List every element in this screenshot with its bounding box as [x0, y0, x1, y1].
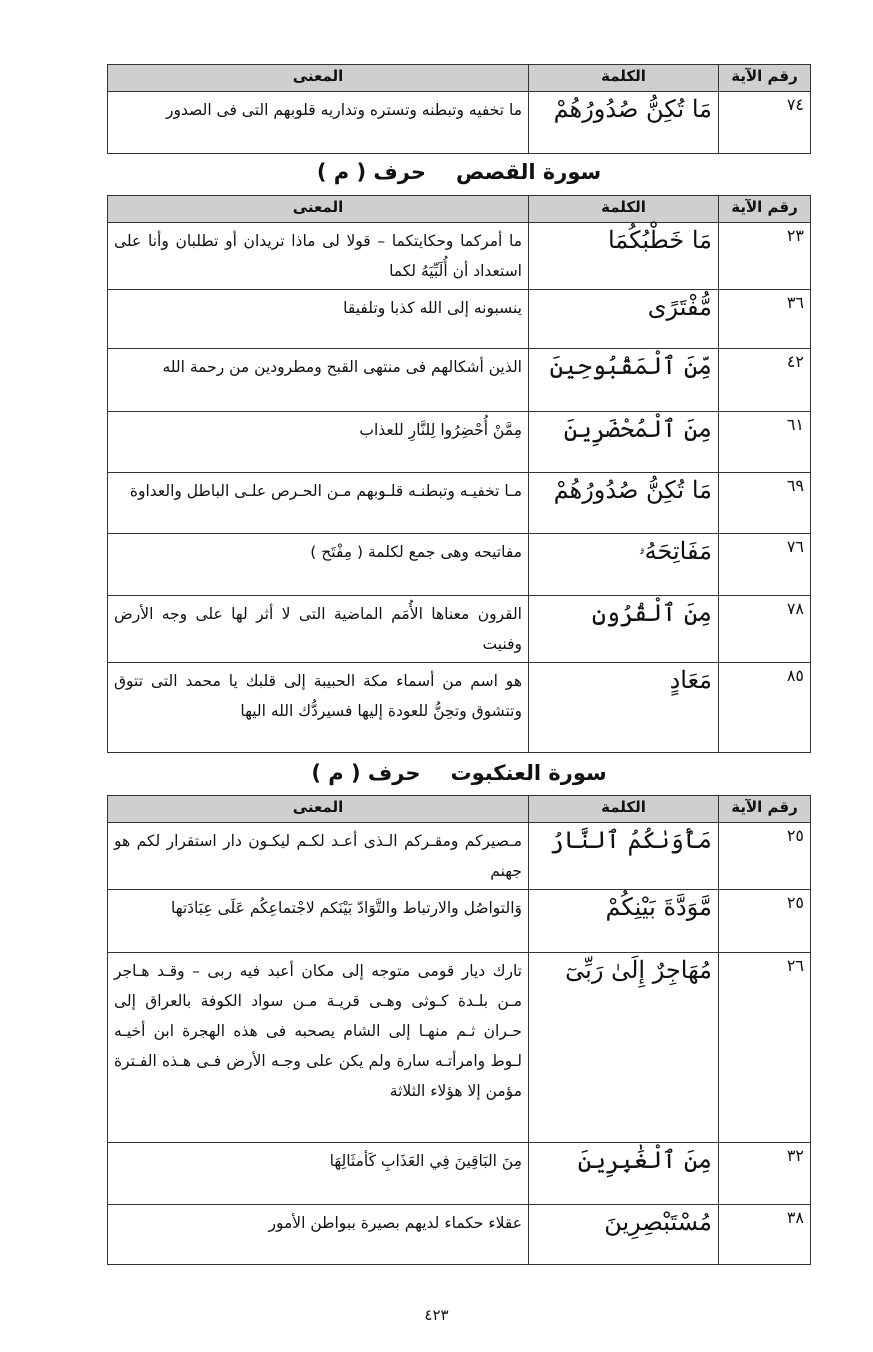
- quran-word: مَأْوَىٰكُمُ ٱلنَّارُ: [529, 823, 719, 890]
- word-meaning: مـا تخفيـه وتبطنـه قلـوبهم مـن الحـرص علـى الباطل والعداوة: [108, 473, 529, 534]
- quran-word: مَّوَدَّةَ بَيْنِكُمْ: [529, 890, 719, 953]
- verse-number: ٤٢: [719, 349, 811, 412]
- section-title-ankabut: [107, 761, 811, 785]
- ankabut-table: [107, 795, 811, 1265]
- quran-word: مُسْتَبْصِرِينَ: [529, 1205, 719, 1265]
- letter-label: حرف ( م ): [316, 160, 426, 184]
- header-num: رقم الآية: [719, 65, 811, 92]
- header-meaning: المعنى: [108, 196, 529, 223]
- table-header: [108, 65, 811, 92]
- verse-number: ٣٦: [719, 290, 811, 349]
- table-row: [108, 92, 811, 154]
- word-meaning: هو اسم من أسماء مكة الحبيبة إلى قلبك يا محمد التى تتوق وتتشوق وتحِنُّ للعودة إليها فسيردُّك الله اليها: [108, 663, 529, 753]
- verse-number: ٦٩: [719, 473, 811, 534]
- table-row: [108, 349, 811, 412]
- table-row: [108, 223, 811, 290]
- word-meaning: مِمَّنْ أُحْضِرُوا لِلنَّارِ للعذاب: [108, 412, 529, 473]
- header-word: الكلمة: [529, 796, 719, 823]
- table-row: [108, 290, 811, 349]
- quran-word: مِنَ ٱلْقُرُونِ: [529, 596, 719, 663]
- verse-number: ٢٥: [719, 823, 811, 890]
- table-row: [108, 1205, 811, 1265]
- word-meaning: الذين أشكالهم فى منتهى القبح ومطرودين من رحمة الله: [108, 349, 529, 412]
- top-table: [107, 64, 811, 154]
- word-meaning: وَالتواصُل والارتباط والتَّوَادّ بَيْنَكم لاجْتماعِكُم عَلَى عِبَادَتها: [108, 890, 529, 953]
- verse-number: ٣٨: [719, 1205, 811, 1265]
- letter-label: حرف ( م ): [311, 761, 421, 785]
- quran-word: مَعَادٍ: [529, 663, 719, 753]
- verse-number: ٦١: [719, 412, 811, 473]
- quran-word: مُهَاجِرٌ إِلَىٰ رَبِّىٓ: [529, 953, 719, 1143]
- verse-number: ٢٣: [719, 223, 811, 290]
- quran-word: مِّنَ ٱلْمَقْبُوحِينَ: [529, 349, 719, 412]
- surah-name: سورة القصص: [455, 160, 602, 184]
- table-row: [108, 953, 811, 1143]
- header-meaning: المعنى: [108, 796, 529, 823]
- quran-word: مِنَ ٱلْمُحْضَرِينَ: [529, 412, 719, 473]
- table-row: [108, 890, 811, 953]
- header-meaning: المعنى: [108, 65, 529, 92]
- table-row: [108, 663, 811, 753]
- word-meaning: عقلاء حكماء لديهم بصيرة ببواطن الأمور: [108, 1205, 529, 1265]
- header-word: الكلمة: [529, 196, 719, 223]
- page-number: ٤٢٣: [424, 1306, 449, 1324]
- word-meaning: ما تخفيه وتبطنه وتستره وتداريه قلوبهم التى فى الصدور: [108, 92, 529, 154]
- table-row: [108, 412, 811, 473]
- word-meaning: القرون معناها الأُمَم الماضية التى لا أثر لها على وجه الأرض وفنيت: [108, 596, 529, 663]
- surah-name: سورة العنكبوت: [450, 761, 607, 785]
- verse-number: ٨٥: [719, 663, 811, 753]
- section-title-qasas: [107, 160, 811, 184]
- quran-word: مُّفْتَرًى: [529, 290, 719, 349]
- header-num: رقم الآية: [719, 796, 811, 823]
- table-row: [108, 823, 811, 890]
- verse-number: ٢٦: [719, 953, 811, 1143]
- table-header: [108, 196, 811, 223]
- header-num: رقم الآية: [719, 196, 811, 223]
- verse-number: ٣٢: [719, 1143, 811, 1205]
- word-meaning: ما أمركما وحكايتكما – قولا لى ماذا تريدان أو تطلبان وأنا على استعداد أن أُلَبِّيَهُ لكما: [108, 223, 529, 290]
- verse-number: ٧٦: [719, 534, 811, 596]
- word-meaning: مـصيركم ومقـركم الـذى أعـد لكـم ليكـون دار استقرار لكم هو جهنم: [108, 823, 529, 890]
- verse-number: ٧٨: [719, 596, 811, 663]
- quran-word: مَا خَطْبُكُمَا: [529, 223, 719, 290]
- quran-word: مَفَاتِحَهُۥ: [529, 534, 719, 596]
- table-header: [108, 796, 811, 823]
- quran-word: مَا تُكِنُّ صُدُورُهُمْ: [529, 473, 719, 534]
- word-meaning: ينسبونه إلى الله كذبا وتلفيقا: [108, 290, 529, 349]
- table-row: [108, 1143, 811, 1205]
- verse-number: ٢٥: [719, 890, 811, 953]
- header-word: الكلمة: [529, 65, 719, 92]
- word-meaning: مفاتيحه وهى جمع لكلمة ( مِفْتَح ): [108, 534, 529, 596]
- table-row: [108, 596, 811, 663]
- qasas-table: [107, 195, 811, 753]
- word-meaning: تارك ديار قومى متوجه إلى مكان أعبد فيه ربى – وقـد هـاجر مـن بلـدة كـوثى وهـى قريـة مـن سواد الكوفة بالعراق إلى حـران ثـم منهـا إلى الشام يصحبه فى هذه الهجرة ابن أخيـه لـوط وامرأتـه سارة ولم يكن على وجـه الأرض فـى هـذه الفـترة مؤمن إلا هؤلاء الثلاثة: [108, 953, 529, 1143]
- word-meaning: مِنَ البَاقِينَ فِي العَذَابِ كَأمثَالِهَا: [108, 1143, 529, 1205]
- verse-number: ٧٤: [719, 92, 811, 154]
- quran-word: مَا تُكِنُّ صُدُورُهُمْ: [529, 92, 719, 154]
- quran-word: مِنَ ٱلْغَٰبِرِينَ: [529, 1143, 719, 1205]
- table-row: [108, 534, 811, 596]
- table-row: [108, 473, 811, 534]
